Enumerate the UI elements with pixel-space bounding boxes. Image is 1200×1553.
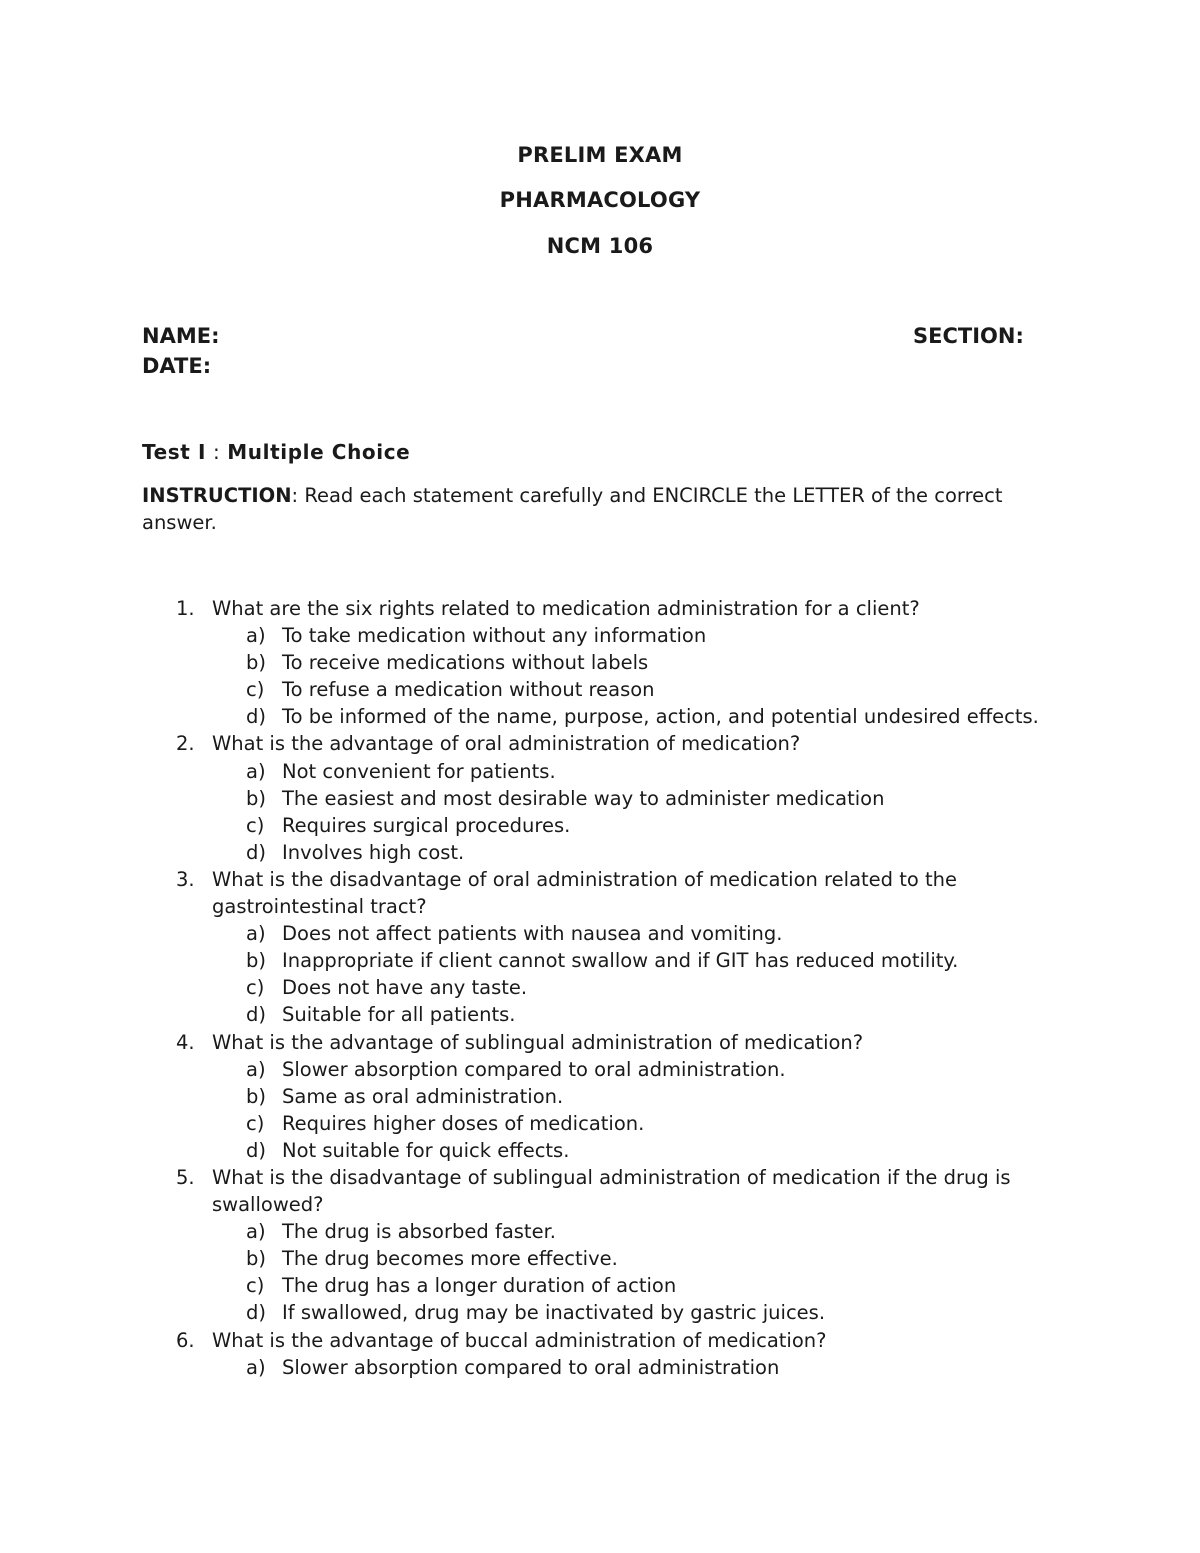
option-text: The drug has a longer duration of action: [282, 1274, 677, 1298]
option-text: If swallowed, drug may be inactivated by gastric juices.: [282, 1301, 826, 1325]
option-text: The drug is absorbed faster.: [282, 1220, 556, 1244]
question-number: 3.: [176, 867, 195, 891]
question-item: [0, 1327, 1042, 1354]
test-heading-separator: :: [206, 440, 228, 464]
answer-option[interactable]: [0, 839, 1042, 866]
test-type: Multiple Choice: [227, 440, 411, 464]
question-number: 5.: [176, 1165, 195, 1189]
option-letter: d): [246, 1138, 266, 1162]
option-letter: a): [246, 624, 266, 648]
option-letter: d): [246, 705, 266, 729]
question-text: What are the six rights related to medication administration for a client?: [212, 597, 920, 620]
option-text: To receive medications without labels: [282, 651, 649, 675]
option-text: To take medication without any information: [282, 624, 707, 648]
option-letter: d): [246, 840, 266, 864]
answer-option[interactable]: [0, 758, 1042, 785]
option-text: Does not have any taste.: [282, 976, 528, 1000]
course-code: NCM 106: [546, 234, 654, 258]
question-list: [0, 595, 1200, 1381]
question-text: What is the disadvantage of sublingual administration of medication if the drug is swallowed?: [212, 1165, 1011, 1217]
date-label: DATE:: [142, 354, 212, 378]
subject-title: PHARMACOLOGY: [499, 188, 701, 212]
answer-option[interactable]: [0, 812, 1042, 839]
answer-option[interactable]: [0, 974, 1042, 1001]
instruction-text: : Read each statement carefully and ENCIRCLE the LETTER of the correct answer.: [142, 484, 1003, 534]
option-letter: a): [246, 1057, 266, 1081]
question-number: 2.: [176, 732, 195, 756]
answer-option[interactable]: [0, 1083, 1042, 1110]
section-label: SECTION:: [913, 324, 1024, 348]
option-text: Involves high cost.: [282, 840, 465, 864]
question-number: 1.: [176, 597, 195, 620]
question-item: [0, 1164, 1042, 1218]
option-letter: b): [246, 786, 266, 810]
option-text: Not suitable for quick effects.: [282, 1138, 570, 1162]
option-letter: c): [246, 678, 265, 702]
option-letter: a): [246, 1355, 266, 1379]
option-letter: b): [246, 949, 266, 973]
instruction: [142, 482, 1042, 536]
answer-option[interactable]: [0, 1110, 1042, 1137]
option-letter: a): [246, 922, 266, 946]
option-text: The drug becomes more effective.: [282, 1247, 618, 1271]
question-text: What is the advantage of buccal administration of medication?: [212, 1328, 827, 1352]
instruction-label: INSTRUCTION: [142, 484, 292, 507]
option-letter: d): [246, 1003, 266, 1027]
answer-option[interactable]: [0, 1299, 1042, 1326]
answer-option[interactable]: [0, 920, 1042, 947]
option-text: Inappropriate if client cannot swallow and if GIT has reduced motility.: [282, 949, 959, 973]
option-text: Suitable for all patients.: [282, 1003, 516, 1027]
question-text: What is the advantage of sublingual administration of medication?: [212, 1030, 864, 1054]
option-text: Slower absorption compared to oral administration.: [282, 1057, 786, 1081]
answer-option[interactable]: [0, 676, 1042, 703]
question-item: [0, 1029, 1042, 1056]
answer-option[interactable]: [0, 1218, 1042, 1245]
option-text: The easiest and most desirable way to administer medication: [282, 786, 885, 810]
test-heading: [142, 440, 410, 464]
option-letter: a): [246, 759, 266, 783]
answer-option[interactable]: [0, 1001, 1042, 1028]
answer-option[interactable]: [0, 1272, 1042, 1299]
question-item: [0, 866, 1042, 920]
question-text: What is the advantage of oral administration of medication?: [212, 732, 801, 756]
option-letter: b): [246, 1084, 266, 1108]
test-number: Test I: [142, 440, 207, 464]
answer-option[interactable]: [0, 1245, 1042, 1272]
question-text: What is the disadvantage of oral administration of medication related to the gastrointestinal tract?: [212, 867, 958, 919]
name-label: NAME:: [142, 324, 220, 348]
answer-option[interactable]: [0, 1354, 1042, 1381]
answer-option[interactable]: [0, 622, 1042, 649]
answer-option[interactable]: [0, 649, 1042, 676]
question-item: [0, 730, 1042, 757]
option-text: Not convenient for patients.: [282, 759, 556, 783]
option-letter: b): [246, 651, 266, 675]
option-text: Does not affect patients with nausea and vomiting.: [282, 922, 783, 946]
answer-option[interactable]: [0, 703, 1042, 730]
option-text: Requires higher doses of medication.: [282, 1111, 645, 1135]
question-item: [0, 595, 1042, 622]
exam-title: PRELIM EXAM: [517, 143, 683, 167]
option-letter: c): [246, 1274, 265, 1298]
answer-option[interactable]: [0, 1137, 1042, 1164]
option-letter: c): [246, 813, 265, 837]
answer-option[interactable]: [0, 785, 1042, 812]
question-number: 6.: [176, 1328, 195, 1352]
question-number: 4.: [176, 1030, 195, 1054]
option-letter: a): [246, 1220, 266, 1244]
option-letter: c): [246, 1111, 265, 1135]
option-text: To refuse a medication without reason: [282, 678, 655, 702]
option-letter: d): [246, 1301, 266, 1325]
option-text: Requires surgical procedures.: [282, 813, 571, 837]
option-letter: b): [246, 1247, 266, 1271]
answer-option[interactable]: [0, 1056, 1042, 1083]
option-text: Slower absorption compared to oral administration: [282, 1355, 780, 1379]
option-text: Same as oral administration.: [282, 1084, 564, 1108]
answer-option[interactable]: [0, 947, 1042, 974]
option-text: To be informed of the name, purpose, action, and potential undesired effects.: [282, 705, 1039, 729]
option-letter: c): [246, 976, 265, 1000]
